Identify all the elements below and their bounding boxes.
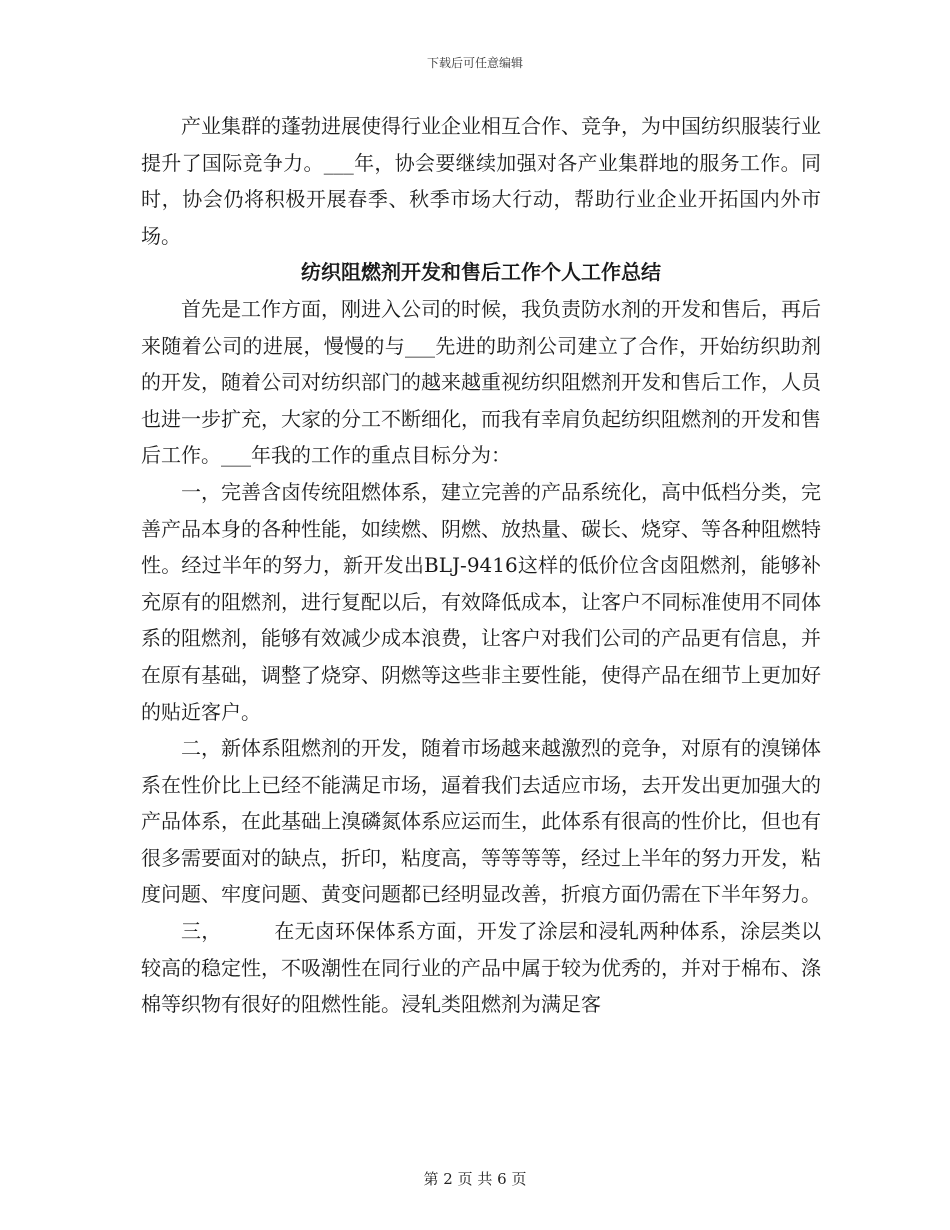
document-body <box>141 108 821 1023</box>
page-number: 第 2 页 共 6 页 <box>423 1170 527 1188</box>
paragraph-1: 首先是工作方面，刚进入公司的时候，我负责防水剂的开发和售后，再后来随着公司的进展，慢慢的与___先进的助剂公司建立了合作，开始纺织助剂的开发，随着公司对纺织部门的越来越重视纺织阻燃剂开发和售后工作，人员也进一步扩充，大家的分工不断细化，而我有幸肩负起纺织阻燃剂的开发和售后工作。___年我的工作的重点目标分为： <box>141 296 821 468</box>
paragraph-intro: 产业集群的蓬勃进展使得行业企业相互合作、竞争，为中国纺织服装行业提升了国际竞争力。___年，协会要继续加强对各产业集群地的服务工作。同时，协会仍将积极开展春季、秋季市场大行动，帮助行业企业开拓国内外市场。 <box>141 114 821 248</box>
paragraph-3: 二，新体系阻燃剂的开发，随着市场越来越激烈的竞争，对原有的溴锑体系在性价比上已经不能满足市场，逼着我们去适应市场，去开发出更加强大的产品体系，在此基础上溴磷氮体系应运而生，此体系有很高的性价比，但也有很多需要面对的缺点，折印，粘度高，等等等等，经过上半年的努力开发，粘度问题、牢度问题、黄变问题都已经明显改善，折痕方面仍需在下半年努力。 <box>141 736 821 907</box>
paragraph-2: 一，完善含卤传统阻燃体系，建立完善的产品系统化，高中低档分类，完善产品本身的各种性能，如续燃、阴燃、放热量、碳长、烧穿、等各种阻燃特性。经过半年的努力，新开发出BLJ-9416这样的低价位含卤阻燃剂，能够补充原有的阻燃剂，进行复配以后，有效降低成本，让客户不同标准使用不同体系的阻燃剂，能够有效减少成本浪费，让客户对我们公司的产品更有信息，并在原有基础，调整了烧穿、阴燃等这些非主要性能，使得产品在细节上更加好的贴近客户。 <box>141 479 821 724</box>
paragraph-4: 三， 在无卤环保体系方面，开发了涂层和浸轧两种体系，涂层类以较高的稳定性，不吸潮性在同行业的产品中属于较为优秀的，并对于棉布、涤棉等织物有很好的阻燃性能。浸轧类阻燃剂为满足客 <box>141 919 821 1017</box>
page-header: 下载后可任意编辑 <box>426 56 523 70</box>
section-title: 纺织阻燃剂开发和售后工作个人工作总结 <box>301 260 661 285</box>
